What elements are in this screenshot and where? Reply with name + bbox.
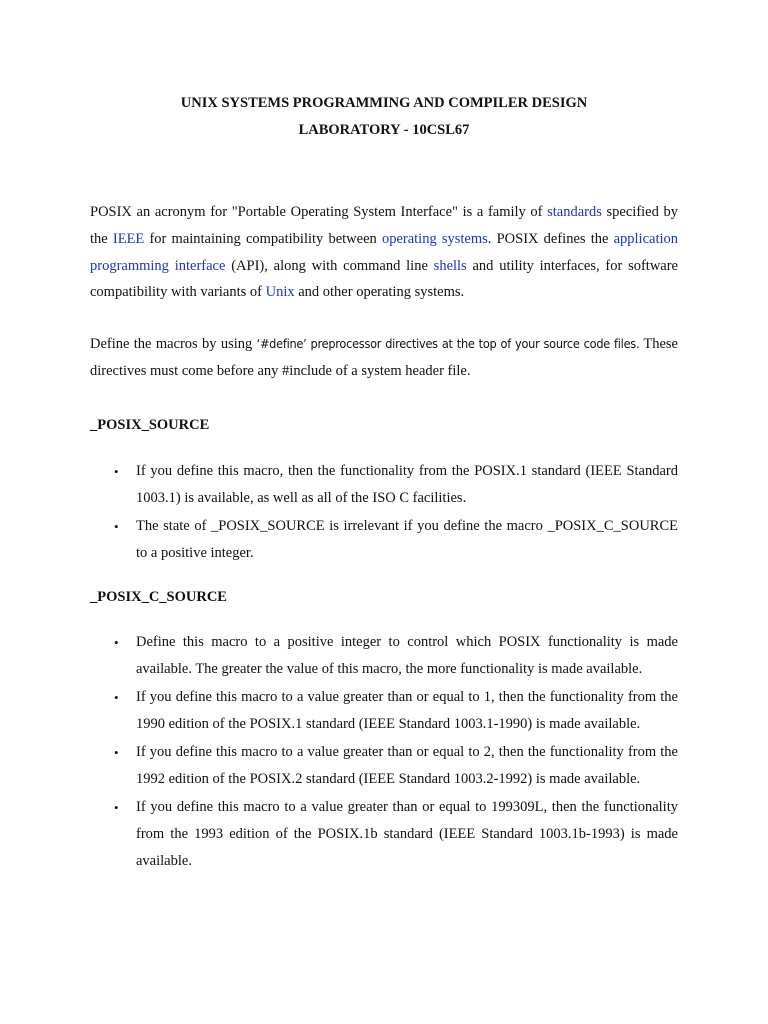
link-api[interactable]: application programming interface [90,230,678,274]
list-item [90,684,678,738]
section-heading-posix-c-source: _POSIX_C_SOURCE [90,588,227,605]
macro-note-text-2: ‘#define’ preprocessor directives at the top of your source code files. [256,336,640,352]
title-line-1: UNIX SYSTEMS PROGRAMMING AND COMPILER DESIGN [180,95,588,111]
list-item-text: If you define this macro to a value greater than or equal to 199309L, then the functionality from the 1993 edition of the POSIX.1b standard (IEEE Standard 1003.1b-1993) is made available. [136,798,678,869]
bullet-icon: • [114,744,119,760]
posix-c-source-bullet-list [90,629,678,875]
posix-source-bullet-list [90,458,678,567]
bullet-icon: • [114,689,119,705]
list-item [90,629,678,683]
intro-text-2: specified by the [90,204,678,247]
macro-definition-paragraph [90,331,678,385]
intro-text-5: (API), along with command line [225,257,434,274]
list-item-text: If you define this macro to a value greater than or equal to 1, then the functionality from the 1990 edition of the POSIX.1 standard (IEEE Standard 1003.1-1990) is made available. [136,688,678,732]
list-item [90,458,678,512]
link-operating-systems[interactable]: operating systems [381,230,488,247]
bullet-icon: • [114,799,119,815]
bullet-icon: • [114,518,119,534]
title-line-2: LABORATORY - 10CSL67 [298,122,470,138]
link-unix[interactable]: Unix [265,284,295,301]
bullet-icon: • [114,463,119,479]
list-item-text: If you define this macro, then the functionality from the POSIX.1 standard (IEEE Standard 1003.1) is available, as well as all of the ISO C facilities. [136,462,678,506]
document-page [90,90,678,876]
macro-note-text-3: These directives must come before any #include of a system header file. [90,336,678,379]
intro-paragraph [90,199,678,306]
list-item [90,739,678,793]
document-title [90,90,678,144]
bullet-icon: • [114,634,119,650]
link-ieee[interactable]: IEEE [112,230,145,247]
intro-text-3: for maintaining compatibility between [144,230,382,247]
list-item-text: Define this macro to a positive integer to control which POSIX functionality is made available. The greater the value of this macro, the more functionality is made available. [136,633,678,677]
intro-text-6: and utility interfaces, for software compatibility with variants of [90,257,678,301]
intro-text-7: and other operating systems. [294,284,465,301]
macro-note-text-1: Define the macros by using [90,336,257,353]
list-item [90,794,678,875]
list-item-text: If you define this macro to a value greater than or equal to 2, then the functionality from the 1992 edition of the POSIX.2 standard (IEEE Standard 1003.2-1992) is made available. [136,743,678,787]
section-heading-posix-source: _POSIX_SOURCE [90,416,210,433]
intro-text-1: POSIX an acronym for "Portable Operating System Interface" is a family of [90,204,548,220]
link-shells[interactable]: shells [433,257,467,274]
list-item-text: The state of _POSIX_SOURCE is irrelevant if you define the macro _POSIX_C_SOURCE to a positive integer. [136,517,678,561]
intro-text-4: . POSIX defines the [487,230,614,247]
link-standards[interactable]: standards [547,204,602,220]
list-item [90,513,678,567]
